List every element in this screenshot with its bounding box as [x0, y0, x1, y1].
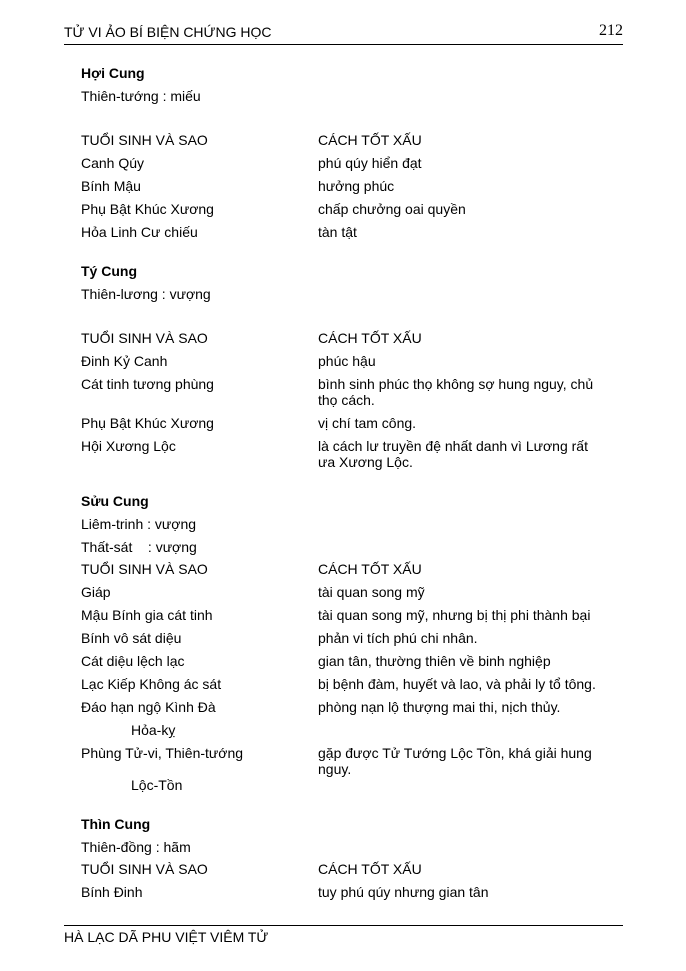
- table-row: [81, 722, 601, 738]
- page-number: 212: [599, 22, 623, 39]
- row-condition: Phùng Tử-vi, Thiên-tướng: [81, 745, 244, 761]
- table-row: [81, 415, 601, 431]
- section-ty-cung: [81, 262, 601, 470]
- table-row: [81, 884, 601, 900]
- row-result: phòng nạn lộ thượng mai thi, nịch thủy.: [318, 699, 561, 715]
- column-header-good-bad: CÁCH TỐT XẤU: [318, 132, 422, 148]
- row-result: phúc hậu: [318, 353, 376, 369]
- row-condition: Đáo hạn ngộ Kình Đà: [81, 699, 216, 715]
- row-result: gặp được Tử Tướng Lộc Tồn, khá giải hung nguy.: [318, 745, 592, 777]
- page-content: [81, 64, 601, 913]
- star-status: Thất-sát : vượng: [81, 539, 197, 555]
- row-result: [368, 722, 651, 738]
- column-header-good-bad: CÁCH TỐT XẤU: [318, 561, 422, 577]
- row-condition: Đinh Kỷ Canh: [81, 353, 168, 369]
- table-row: [81, 761, 601, 793]
- column-header-good-bad: CÁCH TỐT XẤU: [318, 330, 422, 346]
- row-result: phản vi tích phú chi nhân.: [318, 630, 478, 646]
- column-header-age-stars: TUỔI SINH VÀ SAO: [81, 330, 208, 346]
- section-title: Sửu Cung: [81, 493, 149, 509]
- row-condition: Bính vô sát diệu: [81, 630, 182, 646]
- column-header-row: [81, 561, 601, 577]
- row-result: tài quan song mỹ: [318, 584, 425, 600]
- column-header-age-stars: TUỔI SINH VÀ SAO: [81, 861, 208, 877]
- section-suu-cung: [81, 492, 601, 793]
- column-header-age-stars: TUỔI SINH VÀ SAO: [81, 132, 208, 148]
- row-result: tàn tật: [318, 224, 357, 240]
- table-row: [81, 630, 601, 646]
- column-header-row: [81, 861, 601, 877]
- row-condition: Bính Mậu: [81, 178, 141, 194]
- row-condition: Cát diệu lệch lạc: [81, 653, 185, 669]
- row-result: tuy phú qúy nhưng gian tân: [318, 884, 489, 900]
- column-header-good-bad: CÁCH TỐT XẤU: [318, 861, 422, 877]
- row-result: bình sinh phúc thọ không sợ hung nguy, chủ thọ cách.: [318, 376, 594, 408]
- row-result: hưởng phúc: [318, 178, 395, 194]
- row-condition: Lạc Kiếp Không ác sát: [81, 676, 222, 692]
- table-row: [81, 353, 601, 369]
- row-condition: Phụ Bật Khúc Xương: [81, 201, 214, 217]
- row-condition: Cát tinh tương phùng: [81, 376, 214, 392]
- row-result: tài quan song mỹ, nhưng bị thị phi thành bại: [318, 607, 591, 623]
- row-condition: Phụ Bật Khúc Xương: [81, 415, 214, 431]
- section-title: Thìn Cung: [81, 816, 151, 832]
- row-result: phú qúy hiển đạt: [318, 155, 422, 171]
- table-row: [81, 438, 601, 470]
- star-status: Thiên-tướng : miếu: [81, 88, 201, 104]
- book-title: TỬ VI ẢO BÍ BIỆN CHỨNG HỌC: [64, 24, 272, 40]
- row-condition: Hỏa Linh Cư chiếu: [81, 224, 198, 240]
- row-condition: Giáp: [81, 584, 111, 600]
- row-result: là cách lư truyền đệ nhất danh vì Lương rất ưa Xương Lộc.: [318, 438, 588, 470]
- table-row: [81, 699, 601, 715]
- table-row: [81, 201, 601, 217]
- page-footer: [64, 925, 623, 945]
- table-row: [81, 155, 601, 171]
- table-row: [81, 676, 601, 692]
- star-status: Liêm-trinh : vượng: [81, 516, 197, 532]
- column-header-row: [81, 132, 601, 148]
- table-row: [81, 178, 601, 194]
- row-result: [368, 761, 651, 793]
- star-status: Thiên-đồng : hãm: [81, 839, 191, 855]
- row-condition: Lộc-Tồn: [131, 777, 183, 793]
- row-condition: Hội Xương Lộc: [81, 438, 176, 454]
- column-header-row: [81, 330, 601, 346]
- table-row: [81, 224, 601, 240]
- row-result: vị chí tam công.: [318, 415, 417, 431]
- table-row: [81, 584, 601, 600]
- table-row: [81, 607, 601, 623]
- star-status: Thiên-lương : vượng: [81, 286, 211, 302]
- footer-author: HÀ LẠC DÃ PHU VIỆT VIÊM TỬ: [64, 929, 269, 945]
- row-condition: Hỏa-kỵ: [131, 722, 176, 738]
- row-result: gian tân, thường thiên về binh nghiệp: [318, 653, 551, 669]
- section-thin-cung: [81, 815, 601, 900]
- page-header: [64, 22, 623, 45]
- row-result: chấp chưởng oai quyền: [318, 201, 466, 217]
- table-row: [81, 653, 601, 669]
- row-condition: Mậu Bính gia cát tinh: [81, 607, 213, 623]
- section-title: Hợi Cung: [81, 65, 145, 81]
- row-result: bị bệnh đàm, huyết và lao, và phải ly tổ tông.: [318, 676, 596, 692]
- table-row: [81, 376, 601, 408]
- column-header-age-stars: TUỔI SINH VÀ SAO: [81, 561, 208, 577]
- section-title: Tý Cung: [81, 263, 137, 279]
- row-condition: Canh Qúy: [81, 155, 145, 171]
- section-hoi-cung: [81, 64, 601, 240]
- row-condition: Bính Đinh: [81, 884, 143, 900]
